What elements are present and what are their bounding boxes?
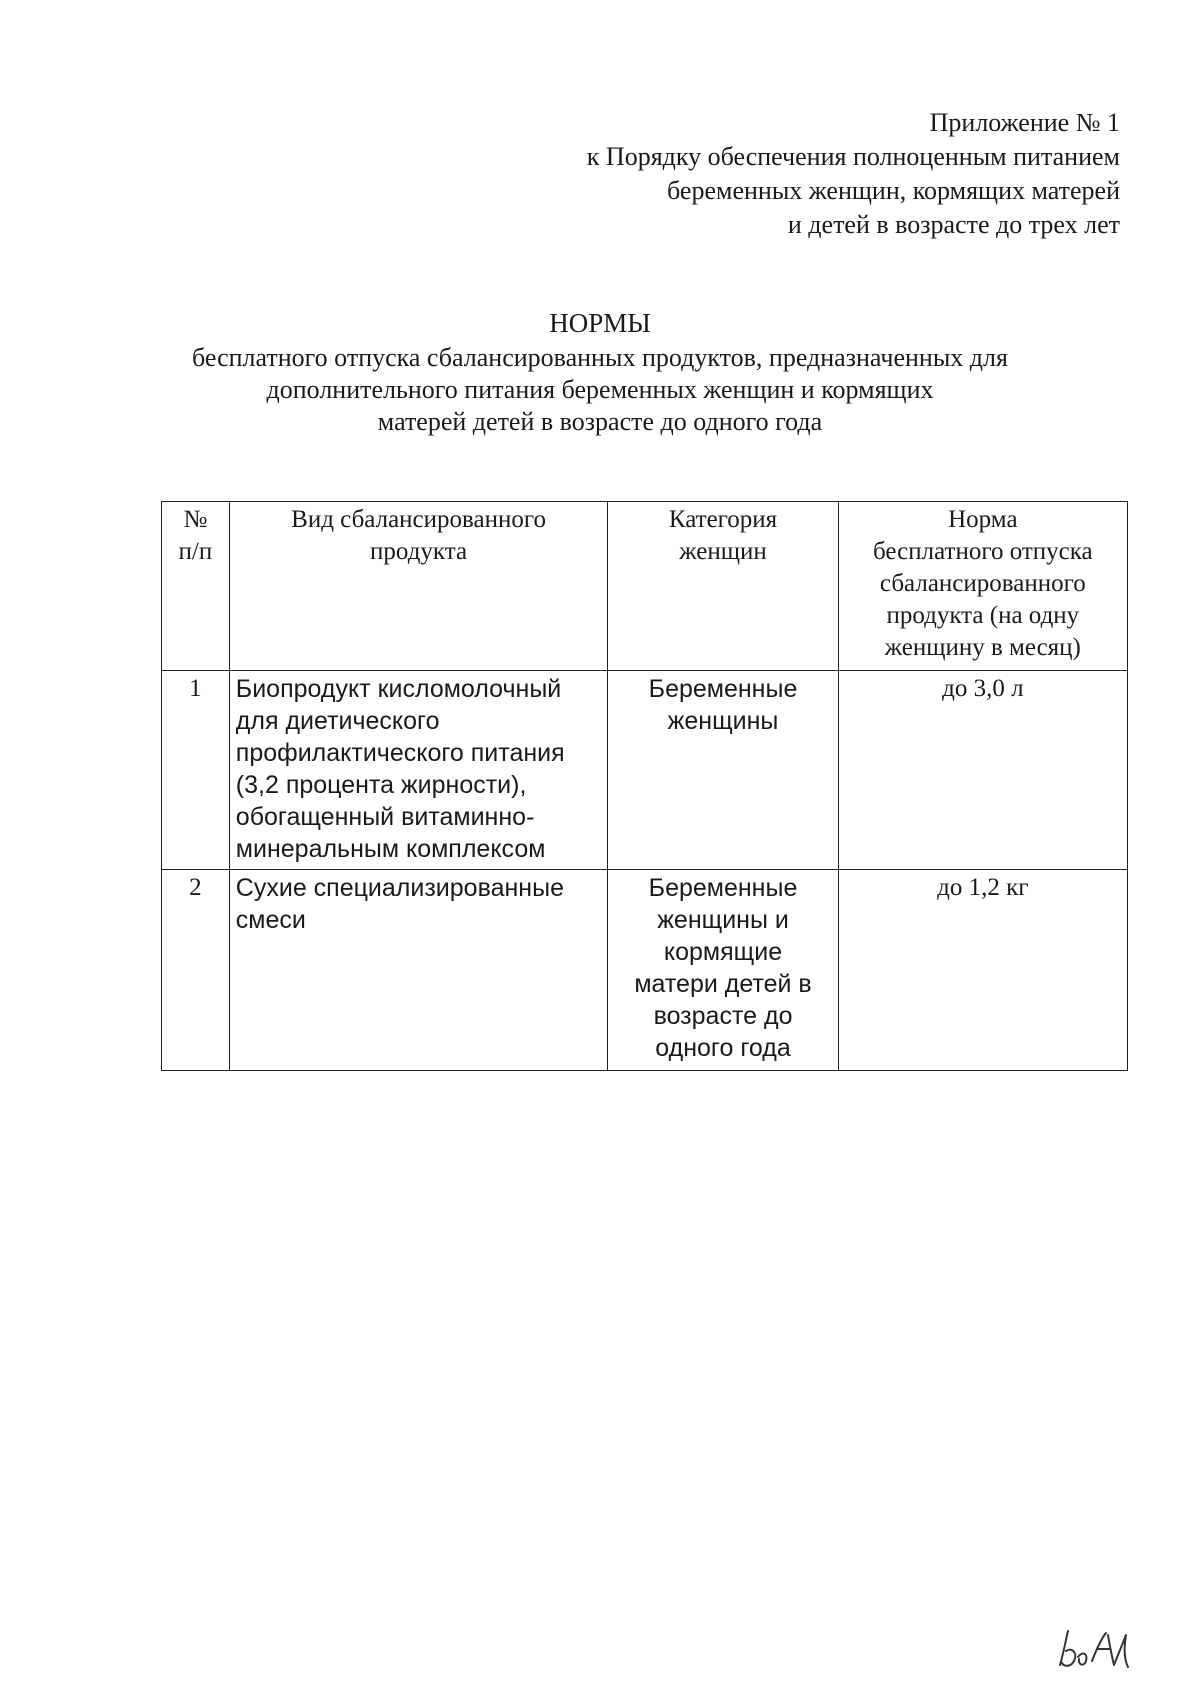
appendix-header — [587, 106, 1120, 242]
document-subtitle-line-1: бесплатного отпуска сбалансированных продуктов, предназначенных для — [192, 343, 1008, 372]
cell-num: 2 — [162, 870, 230, 1071]
handwritten-signature — [1052, 1621, 1142, 1681]
cell-norm: до 1,2 кг — [838, 870, 1127, 1071]
cell-product: Биопродукт кисломолочный для диетического профилактического питания (3,2 процента жирности), обогащенный витаминно- минеральным комплексом — [229, 671, 608, 870]
header-num: № п/п — [162, 502, 230, 671]
document-title-block — [0, 306, 1200, 438]
table-row — [162, 671, 1128, 870]
document-title: НОРМЫ — [549, 308, 651, 338]
appendix-ref-line-1: к Порядку обеспечения полноценным питанием — [586, 142, 1120, 171]
header-norm: Норма бесплатного отпуска сбалансированного продукта (на одну женщину в месяц) — [838, 502, 1127, 671]
appendix-ref-line-3: и детей в возрасте до трех лет — [787, 210, 1120, 239]
document-subtitle-line-3: матерей детей в возрасте до одного года — [377, 407, 823, 436]
appendix-number: Приложение № 1 — [929, 108, 1120, 137]
norms-table — [161, 501, 1128, 1071]
cell-category: Беременные женщины и кормящие матери детей в возрасте до одного года — [608, 870, 838, 1071]
table-header-row — [162, 502, 1128, 671]
cell-product: Сухие специализированные смеси — [229, 870, 608, 1071]
cell-num: 1 — [162, 671, 230, 870]
header-category: Категория женщин — [608, 502, 838, 671]
cell-norm: до 3,0 л — [838, 671, 1127, 870]
header-product: Вид сбалансированного продукта — [229, 502, 608, 671]
appendix-ref-line-2: беременных женщин, кормящих матерей — [667, 176, 1120, 205]
cell-category: Беременные женщины — [608, 671, 838, 870]
table-row — [162, 870, 1128, 1071]
document-subtitle-line-2: дополнительного питания беременных женщин и кормящих — [266, 375, 934, 404]
